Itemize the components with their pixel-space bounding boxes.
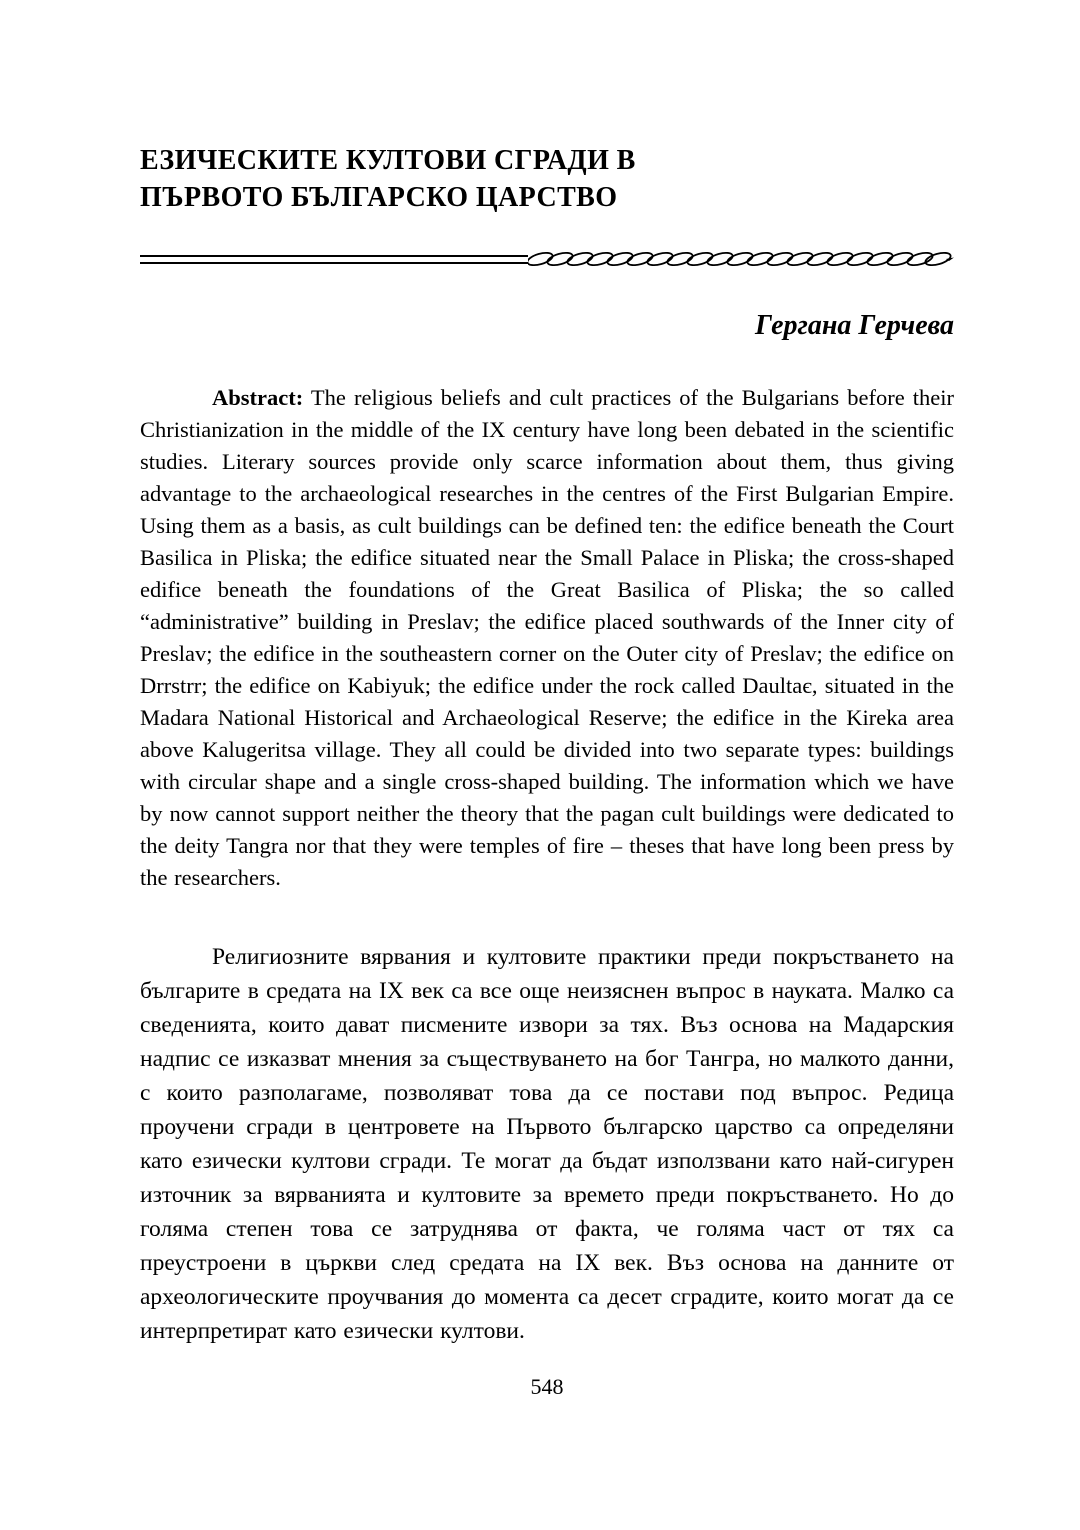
title-divider <box>140 250 954 268</box>
page-number: 548 <box>530 1374 564 1399</box>
abstract-paragraph <box>140 382 954 894</box>
chain-ornament-icon <box>528 250 954 268</box>
article-title-line-2: ПЪРВОТО БЪЛГАРСКО ЦАРСТВО <box>140 182 618 213</box>
body-paragraph: Религиозните вярвания и култовите практики преди покръстването на българите в средата на IX век са все още неизяснен въпрос в науката. Малко са сведенията, които дават писмените извори за тях. Въз основа на Мадарския надпис се изказват мнения за съществуването на бог Тангра, но малкото данни, с които разполагаме, позволяват това да се постави под въпрос. Редица проучени сгради в центровете на Първото българско царство са определяни като езически култови сгради. Те могат да бъдат използвани като най-сигурен източник за вярванията и култовите за времето преди покръстването. Но до голяма степен това се затруднява от факта, че голяма част от тях са преустроени в църкви след средата на IX век. Въз основа на данните от археологическите проучвания до момента са десет сградите, които могат да се интерпретират като езически култови. <box>140 944 954 1344</box>
double-rule <box>140 255 528 264</box>
abstract-text: The religious beliefs and cult practices of the Bulgarians before their Christianization in the middle of the IX century have long been debated in the scientific studies. Literary sources provide only scarce information about them, thus giving advantage to the archaeological researches in the centres of the First Bulgarian Empire. Using them as a basis, as cult buildings can be defined ten: the edifice beneath the Court Basilica in Pliska; the edifice situated near the Small Palace in Pliska; the cross-shaped edifice beneath the foundations of the Great Basilica of Pliska; the so called “administrative” building in Preslav; the edifice placed southwards of the Inner city of Preslav; the edifice in the southeastern corner on the Outer city of Preslav; the edifice on Drrstrr; the edifice on Kabiyuk; the edifice under the rock called Daultaє, situated in the Madara National Historical and Archaeological Reserve; the edifice in the Kireka area above Kalugeritsa village. They all could be divided into two separate types: buildings with circular shape and a single cross-shaped building. The information which we have by now cannot support neither the theory that the pagan cult buildings were dedicated to the deity Tangra nor that they were temples of fire – theses that have long been press by the researchers. <box>140 385 955 890</box>
author-name: Гергана Герчева <box>755 310 954 341</box>
article-title-line-1: ЕЗИЧЕСКИТЕ КУЛТОВИ СГРАДИ В <box>140 145 636 176</box>
article-title <box>140 142 954 216</box>
abstract-label: Abstract: <box>212 385 304 410</box>
